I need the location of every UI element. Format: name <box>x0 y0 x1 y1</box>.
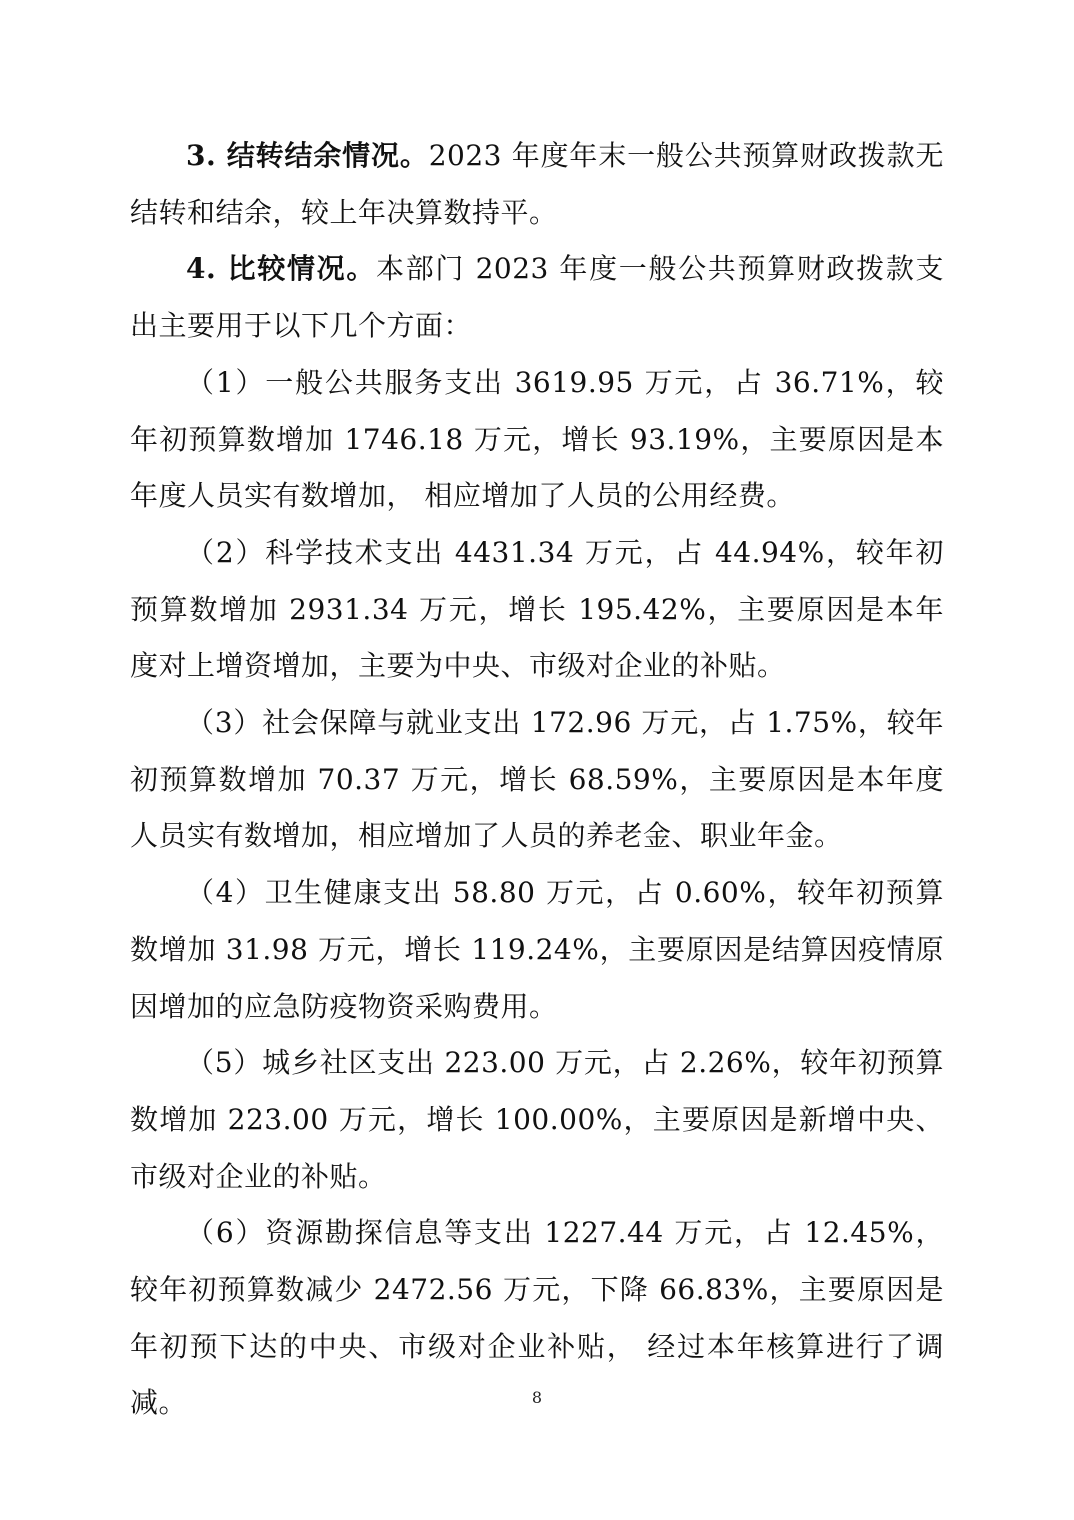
paragraph-item-1 <box>130 355 944 525</box>
paragraph-item-3 <box>130 695 944 865</box>
section-heading-carryover: 3. 结转结余情况。 <box>186 139 429 172</box>
paragraph-item-5 <box>130 1035 944 1205</box>
paragraph-item-4 <box>130 865 944 1035</box>
paragraph-item-2 <box>130 525 944 695</box>
paragraph-text: （5）城乡社区支出 223.00 万元，占 2.26%，较年初预算数增加 223.00 万元，增长 100.00%，主要原因是新增中央、市级对企业的补贴。 <box>130 1046 944 1193</box>
page-number: 8 <box>531 1388 543 1407</box>
paragraph-comparison <box>130 241 944 354</box>
document-body <box>130 128 944 1432</box>
paragraph-text: （3）社会保障与就业支出 172.96 万元，占 1.75%，较年初预算数增加 70.37 万元，增长 68.59%，主要原因是本年度人员实有数增加，相应增加了人员的养老金、职业年金。 <box>130 706 944 853</box>
section-heading-comparison: 4. 比较情况。 <box>186 252 377 286</box>
paragraph-text: （6）资源勘探信息等支出 1227.44 万元，占 12.45%，较年初预算数减少 2472.56 万元，下降 66.83%，主要原因是年初预下达的中央、市级对企业补贴， 经过本年核算进行了调减。 <box>130 1216 944 1420</box>
paragraph-text: （2）科学技术支出 4431.34 万元，占 44.94%，较年初预算数增加 2931.34 万元，增长 195.42%，主要原因是本年度对上增资增加，主要为中央、市级对企业的补贴。 <box>130 535 944 683</box>
paragraph-text: （1）一般公共服务支出 3619.95 万元，占 36.71%，较年初预算数增加 1746.18 万元，增长 93.19%，主要原因是本年度人员实有数增加， 相应增加了人员的公用经费。 <box>130 365 944 513</box>
paragraph-carryover-balance <box>130 128 944 241</box>
paragraph-text: 本部门 2023 年度一般公共预算财政拨款支出主要用于以下几个方面： <box>130 252 944 343</box>
paragraph-text: 2023 年度年末一般公共预算财政拨款无结转和结余，较上年决算数持平。 <box>130 139 944 229</box>
paragraph-text: （4）卫生健康支出 58.80 万元，占 0.60%，较年初预算数增加 31.98 万元，增长 119.24%，主要原因是结算因疫情原因增加的应急防疫物资采购费用。 <box>130 876 944 1023</box>
